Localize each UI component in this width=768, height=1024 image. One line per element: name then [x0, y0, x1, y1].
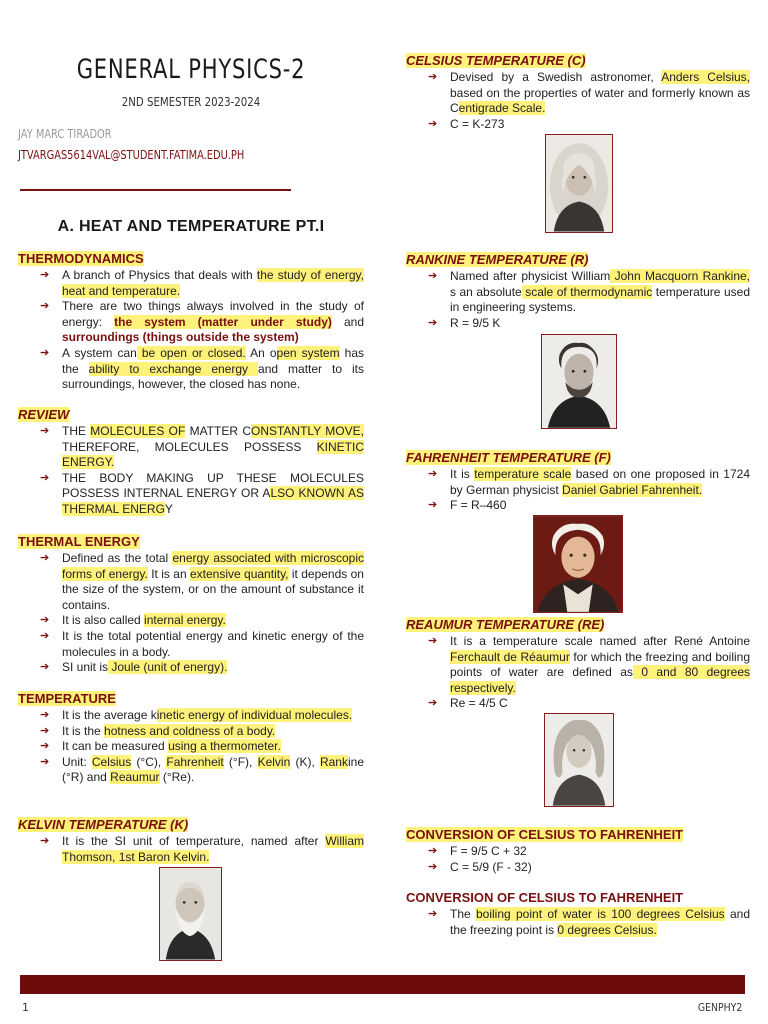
reaumur-section [406, 617, 750, 712]
list-item: ➔ THE BODY MAKING UP THESE MOLECULES POSSESS INTERNAL ENERGY OR ALSO KNOWN AS THERMAL ENERGY [40, 471, 364, 518]
conversion-section-2 [406, 890, 750, 938]
page-number: 1 [22, 1001, 29, 1014]
list-item: ➔ C = 5/9 (F - 32) [428, 860, 750, 876]
list-item: ➔ There are two things always involved in the study of energy: the system (matter under study) and surroundings (things outside the system) [40, 299, 364, 346]
section-title: A. HEAT AND TEMPERATURE PT.I [57, 218, 325, 235]
kelvin-heading: KELVIN TEMPERATURE (K) [18, 817, 189, 832]
temperature-section [18, 691, 364, 786]
list-item: ➔ R = 9/5 K [428, 316, 750, 332]
review-heading: REVIEW [18, 407, 70, 422]
portrait-image [542, 335, 616, 428]
list-item: ➔ It is also called internal energy. [40, 613, 364, 629]
portrait-image [545, 714, 613, 806]
list-item: ➔ It is the hotness and coldness of a body. [40, 724, 364, 740]
list-item: ➔ C = K-273 [428, 117, 750, 133]
page-title: GENERAL PHYSICS-2 [76, 54, 306, 85]
conversion-section-1 [406, 827, 750, 875]
rankine-section [406, 252, 750, 331]
list-item: ➔ It is the total potential energy and kinetic energy of the molecules in a body. [40, 629, 364, 660]
fahrenheit-portrait [533, 515, 623, 613]
author-email: JTVARGAS5614VAL@STUDENT.FATIMA.EDU.PH [18, 148, 245, 162]
list-item: ➔ It is the average kinetic energy of individual molecules. [40, 708, 364, 724]
rankine-heading: RANKINE TEMPERATURE (R) [406, 252, 589, 267]
portrait-image [534, 516, 622, 612]
author-name: JAY MARC TIRADOR [18, 127, 112, 141]
list-item: ➔ It is a temperature scale named after René Antoine Ferchault de Réaumur for which the freezing and boiling points of water are defined as 0 and 80 degrees respectively. [428, 634, 750, 696]
thermal-energy-section [18, 534, 364, 676]
portrait-image [546, 135, 612, 232]
semester-label: 2ND SEMESTER 2023-2024 [121, 95, 261, 109]
kelvin-section [18, 817, 364, 865]
fahrenheit-heading: FAHRENHEIT TEMPERATURE (F) [406, 450, 611, 465]
kelvin-portrait [159, 867, 222, 961]
celsius-section [406, 53, 750, 132]
list-item: ➔ SI unit is Joule (unit of energy). [40, 660, 364, 676]
celsius-heading: CELSIUS TEMPERATURE (C) [406, 53, 586, 68]
list-item: ➔ It can be measured using a thermometer. [40, 739, 364, 755]
reaumur-heading: REAUMUR TEMPERATURE (RE) [406, 617, 605, 632]
list-item: ➔ F = R–460 [428, 498, 750, 514]
list-item: ➔ A branch of Physics that deals with the study of energy, heat and temperature. [40, 268, 364, 299]
thermodynamics-section [18, 251, 364, 393]
list-item: ➔ Devised by a Swedish astronomer, Anders Celsius, based on the properties of water and formerly known as Centigrade Scale. [428, 70, 750, 117]
list-item: ➔ Re = 4/5 C [428, 696, 750, 712]
list-item: ➔ Defined as the total energy associated with microscopic forms of energy. It is an extensive quantity, it depends on the size of the system, or on the amount of substance it contains. [40, 551, 364, 613]
list-item: ➔ F = 9/5 C + 32 [428, 844, 750, 860]
thermal-energy-heading: THERMAL ENERGY [18, 534, 140, 549]
list-item: ➔ A system can be open or closed. An open system has the ability to exchange energy and matter to its surroundings, however, the closed has none. [40, 346, 364, 393]
celsius-portrait [545, 134, 613, 233]
portrait-image [160, 868, 221, 960]
footer-code: GENPHY2 [697, 1001, 742, 1014]
review-section [18, 407, 364, 518]
list-item: ➔ It is the SI unit of temperature, named after William Thomson, 1st Baron Kelvin. [40, 834, 364, 865]
list-item: ➔ THE MOLECULES OF MATTER CONSTANTLY MOVE, THEREFORE, MOLECULES POSSESS KINETIC ENERGY. [40, 424, 364, 471]
conversion-heading-1: CONVERSION OF CELSIUS TO FAHRENHEIT [406, 827, 684, 842]
fahrenheit-section [406, 450, 750, 514]
list-item: ➔ The boiling point of water is 100 degrees Celsius and the freezing point is 0 degrees Celsius. [428, 907, 750, 938]
footer-bar [20, 975, 745, 994]
list-item: ➔ Unit: Celsius (°C), Fahrenheit (°F), Kelvin (K), Rankine (°R) and Reaumur (°Re). [40, 755, 364, 786]
rankine-portrait [541, 334, 617, 429]
list-item: ➔ Named after physicist William John Macquorn Rankine, s an absolute scale of thermodynamic temperature used in engineering systems. [428, 269, 750, 316]
conversion-heading-2: CONVERSION OF CELSIUS TO FAHRENHEIT [406, 890, 684, 905]
temperature-heading: TEMPERATURE [18, 691, 116, 706]
reaumur-portrait [544, 713, 614, 807]
thermodynamics-heading: THERMODYNAMICS [18, 251, 144, 266]
title-divider [20, 189, 291, 191]
list-item: ➔ It is temperature scale based on one proposed in 1724 by German physicist Daniel Gabriel Fahrenheit. [428, 467, 750, 498]
